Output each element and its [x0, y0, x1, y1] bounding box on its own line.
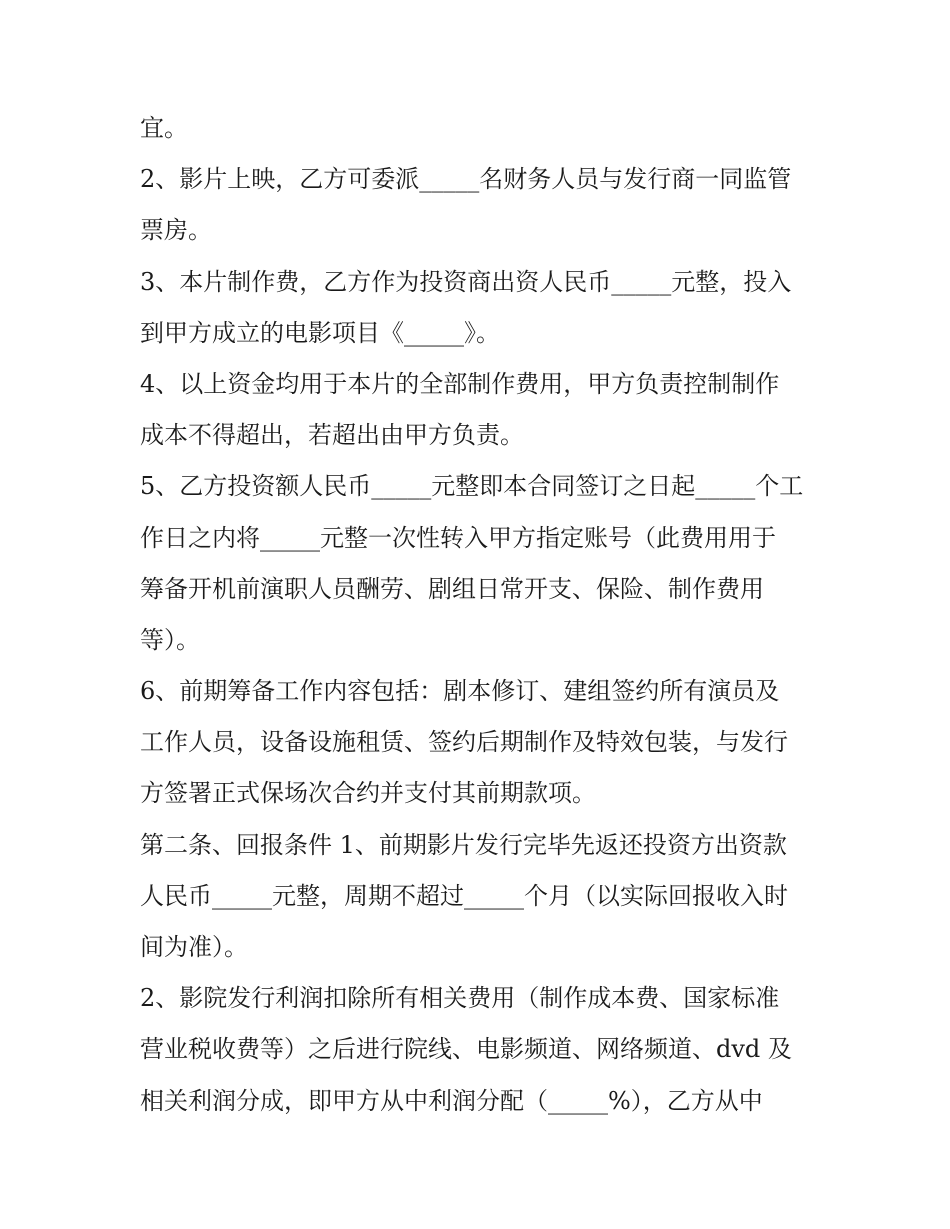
contract-body-text	[140, 103, 820, 1127]
text-line: 5、乙方投资额人民币_____元整即本合同签订之日起_____个工	[140, 472, 804, 501]
text-line: 4、以上资金均用于本片的全部制作费用，甲方负责控制制作	[140, 369, 780, 398]
text-line: 筹备开机前演职人员酬劳、剧组日常开支、保险、制作费用	[140, 574, 764, 603]
text-line: 第二条、回报条件 1、前期影片发行完毕先返还投资方出资款	[140, 830, 787, 859]
text-line: 工作人员，设备设施租赁、签约后期制作及特效包装，与发行	[140, 728, 788, 757]
text-line: 方签署正式保场次合约并支付其前期款项。	[140, 779, 596, 808]
text-line: 营业税收费等）之后进行院线、电影频道、网络频道、dvd 及	[140, 1035, 792, 1064]
text-line: 宜。	[140, 114, 188, 142]
text-line: 2、影院发行利润扣除所有相关费用（制作成本费、国家标准	[140, 984, 780, 1013]
text-line: 票房。	[140, 216, 212, 245]
text-line: 相关利润分成，即甲方从中利润分配（_____%），乙方从中	[140, 1086, 763, 1115]
text-line: 等）。	[140, 625, 200, 654]
text-line: 3、本片制作费，乙方作为投资商出资人民币_____元整，投入	[140, 267, 792, 296]
text-line: 2、影片上映，乙方可委派_____名财务人员与发行商一同监管	[140, 165, 792, 194]
text-line: 6、前期筹备工作内容包括：剧本修订、建组签约所有演员及	[140, 677, 780, 706]
text-line: 人民币_____元整，周期不超过_____个月（以实际回报收入时	[140, 881, 788, 910]
text-line: 到甲方成立的电影项目《_____》。	[140, 318, 500, 347]
text-line: 作日之内将_____元整一次性转入甲方指定账号（此费用用于	[140, 523, 776, 552]
text-line: 间为准）。	[140, 933, 248, 961]
text-line: 成本不得超出，若超出由甲方负责。	[140, 421, 524, 450]
